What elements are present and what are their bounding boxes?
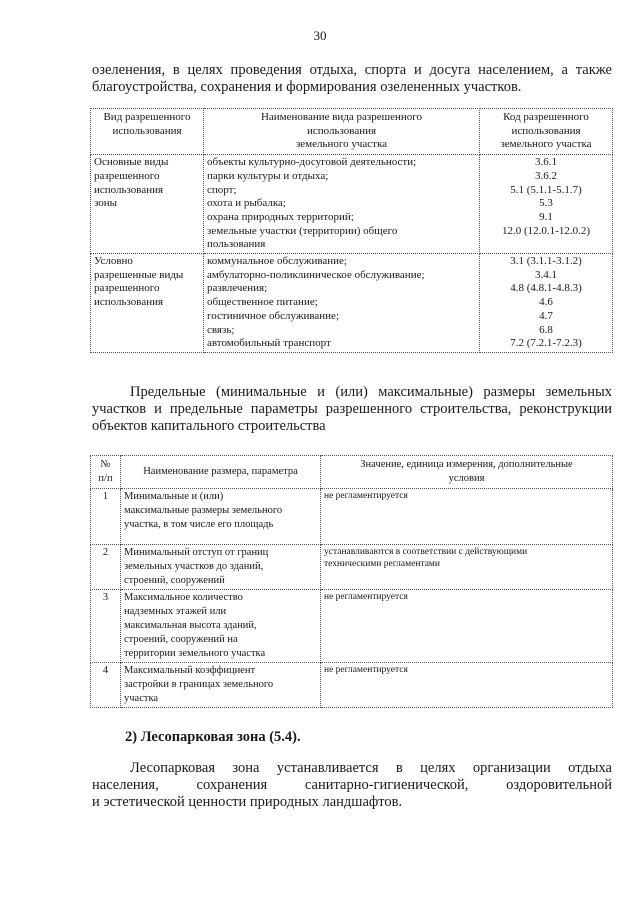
table-row	[91, 489, 613, 545]
header-use-type: Вид разрешенного использования	[91, 109, 204, 155]
use-codes-cell: 3.6.1 3.6.2 5.1 (5.1.1-5.1.7) 5.3 9.1 12.0 (12.0.1-12.0.2)	[480, 155, 613, 254]
limits-heading: Предельные (минимальные и (или) максимальные) размеры земельных участков и предельные параметры разрешенного строительства, реконструкции объектов капитального строительства	[92, 384, 612, 434]
value-cell: не регламентируется	[321, 663, 613, 708]
use-type-cell: Основные виды разрешенного использования зоны	[91, 155, 204, 254]
parameter-cell: Максимальное количество надземных этажей или максимальная высота зданий, строений, сооружений на территории земельного участка	[121, 590, 321, 663]
value-cell: не регламентируется	[321, 590, 613, 663]
value-cell: устанавливаются в соответствии с действующими техническими регламентами	[321, 545, 613, 590]
forest-park-paragraph: Лесопарковая зона устанавливается в целях организации отдыха населения, сохранения санитарно-гигиенической, оздоровительной и эстетической ценности природных ландшафтов.	[92, 760, 612, 810]
section-title: 2) Лесопарковая зона (5.4).	[125, 729, 301, 745]
table-header-row	[91, 456, 613, 489]
use-names-cell: коммунальное обслуживание; амбулаторно-поликлиническое обслуживание; развлечения; общественное питание; гостиничное обслуживание; связь; автомобильный транспорт	[204, 254, 480, 353]
intro-line: благоустройства, сохранения и формирования озелененных участков.	[92, 79, 522, 95]
header-use-code: Код разрешенного использования земельного участка	[480, 109, 613, 155]
table-row	[91, 254, 613, 353]
parameter-cell: Минимальный отступ от границ земельных участков до зданий, строений, сооружений	[121, 545, 321, 590]
header-number: № п/п	[91, 456, 121, 489]
value-cell: не регламентируется	[321, 489, 613, 545]
permitted-use-table	[90, 108, 613, 353]
page-number: 30	[313, 28, 327, 43]
table-row	[91, 663, 613, 708]
table-row	[91, 545, 613, 590]
intro-line: озеленения, в целях проведения отдыха, спорта и досуга населением, а также	[92, 62, 612, 78]
parameter-cell: Минимальные и (или) максимальные размеры земельного участка, в том числе его площадь	[121, 489, 321, 545]
table-header-row	[91, 109, 613, 155]
header-value: Значение, единица измерения, дополнительные условия	[321, 456, 613, 489]
row-number: 4	[91, 663, 121, 708]
use-codes-cell: 3.1 (3.1.1-3.1.2) 3.4.1 4.8 (4.8.1-4.8.3) 4.6 4.7 6.8 7.2 (7.2.1-7.2.3)	[480, 254, 613, 353]
header-use-name: Наименование вида разрешенного использования земельного участка	[204, 109, 480, 155]
row-number: 2	[91, 545, 121, 590]
use-names-cell: объекты культурно-досуговой деятельности; парки культуры и отдыха; спорт; охота и рыбалка; охрана природных территорий; земельные участки (территории) общего пользования	[204, 155, 480, 254]
row-number: 3	[91, 590, 121, 663]
limits-table	[90, 455, 613, 708]
row-number: 1	[91, 489, 121, 545]
intro-paragraph	[92, 62, 612, 96]
table-row	[91, 590, 613, 663]
parameter-cell: Максимальный коэффициент застройки в границах земельного участка	[121, 663, 321, 708]
use-type-cell: Условно разрешенные виды разрешенного использования	[91, 254, 204, 353]
header-parameter: Наименование размера, параметра	[121, 456, 321, 489]
table-row	[91, 155, 613, 254]
